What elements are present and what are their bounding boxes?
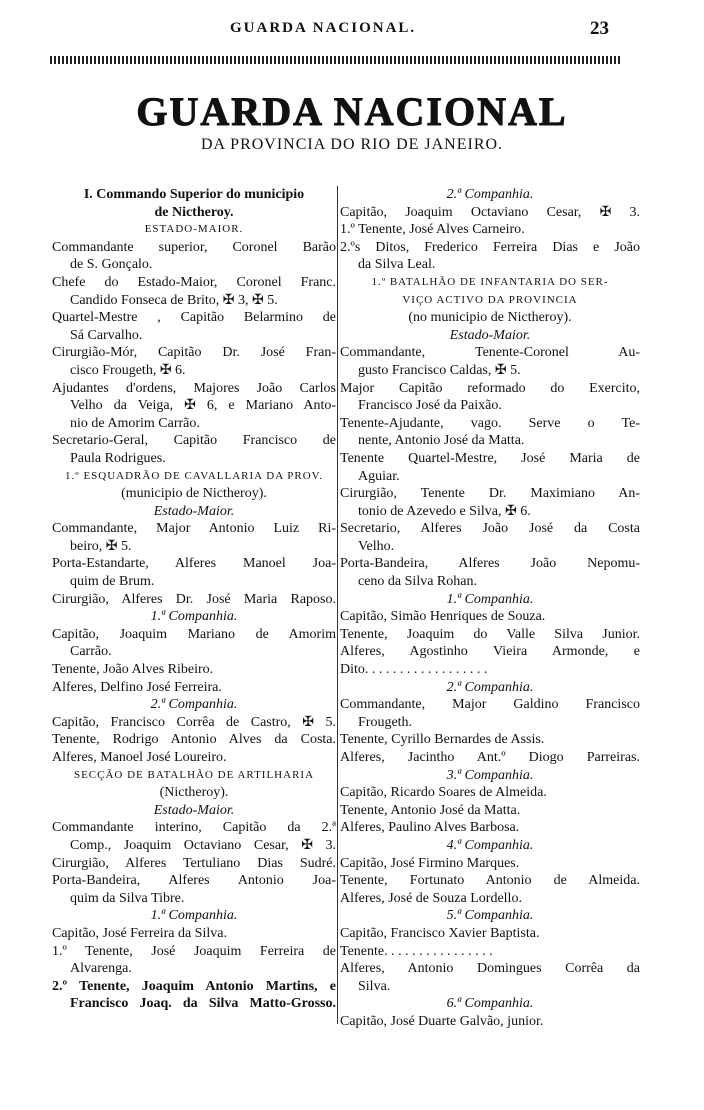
left-column-line: ESTADO-MAIOR. [144, 223, 244, 236]
right-column-line: Capitão, Ricardo Soares de Almeida. [340, 785, 547, 801]
right-column-line: Silva. [358, 978, 391, 994]
left-column-line: de Nictheroy. [154, 204, 234, 220]
left-column-line: Paula Rodrigues. [70, 450, 166, 466]
left-column-line: Ajudantes d'ordens, Majores João Carlos [52, 380, 336, 396]
left-column-line: Chefe do Estado-Maior, Coronel Franc. [52, 274, 336, 290]
right-column-line: Major Capitão reformado do Exercito, [340, 380, 640, 396]
left-column-line: (Nictheroy). [159, 785, 229, 801]
left-column-line: Cirurgião-Mór, Capitão Dr. José Fran- [52, 345, 336, 361]
right-column-line: 6.ª Companhia. [446, 996, 534, 1012]
left-column-line: Estado-Maior. [153, 503, 235, 519]
right-column-line: 2.ª Companhia. [446, 187, 534, 202]
right-column-line: 5.ª Companhia. [446, 908, 534, 924]
right-column-line: 1.º Tenente, José Alves Carneiro. [340, 222, 525, 238]
right-column-line: Tenente, Joaquim do Valle Silva Junior. [340, 626, 640, 642]
right-column-line: Dito. . . . . . . . . . . . . . . . . . [340, 662, 488, 678]
left-column-line: Cirurgião, Alferes Dr. José Maria Raposo. [52, 591, 336, 607]
left-column-line: 1.ª Companhia. [150, 609, 238, 625]
right-column-line: Capitão, Francisco Xavier Baptista. [340, 925, 540, 941]
right-column-line: ceno da Silva Rohan. [358, 574, 477, 590]
right-column-line: Tenente-Ajudante, vago. Serve o Te- [340, 415, 640, 431]
right-column-line: 2.ºs Ditos, Frederico Ferreira Dias e João [340, 239, 640, 255]
left-column-line: SECÇÃO DE BATALHÃO DE ARTILHARIA [73, 768, 315, 781]
left-column-line: Cirurgião, Alferes Tertuliano Dias Sudré. [52, 855, 336, 871]
right-column-line: Capitão, José Duarte Galvão, junior. [340, 1013, 544, 1029]
right-column-line: Secretario, Alferes João José da Costa [340, 521, 640, 537]
right-column-line: Francisco José da Paixão. [358, 398, 502, 414]
page-subtitle: DA PROVINCIA DO RIO DE JANEIRO. [200, 136, 504, 153]
column-divider [337, 186, 338, 1024]
running-title: GUARDA NACIONAL. [230, 20, 417, 36]
right-column-line: Commandante, Tenente-Coronel Au- [340, 345, 640, 361]
page-title: GUARDA NACIONAL [136, 89, 568, 134]
left-column-line: Candido Fonseca de Brito, ✠ 3, ✠ 5. [70, 292, 278, 308]
right-column-line: Frougeth. [358, 714, 413, 730]
right-column-line: nente, Antonio José da Matta. [358, 433, 525, 449]
left-column-line: Quartel-Mestre , Capitão Belarmino de [52, 310, 336, 326]
left-column-line: quim de Brum. [70, 574, 155, 590]
right-column-line: Commandante, Major Galdino Francisco [340, 697, 640, 713]
right-column-line: Aguiar. [358, 468, 400, 484]
left-column-line: I. Commando Superior do municipio [83, 187, 305, 202]
right-column [340, 186, 640, 1031]
left-column-line: 1.º ESQUADRÃO DE CAVALLARIA DA PROV. [65, 469, 323, 482]
right-column-line: Porta-Bandeira, Alferes João Nepomu- [340, 556, 640, 572]
right-column-line: Alferes, Antonio Domingues Corrêa da [340, 961, 640, 977]
left-column-line: Francisco Joaq. da Silva Matto-Grosso. [70, 996, 336, 1012]
right-column-line: tonio de Azevedo e Silva, ✠ 6. [358, 503, 531, 519]
right-column-line: Capitão, Simão Henriques de Souza. [340, 609, 546, 625]
right-column-line: 1.º BATALHÃO DE INFANTARIA DO SER- [371, 275, 609, 288]
left-column-line: Tenente, Rodrigo Antonio Alves da Costa. [52, 732, 336, 748]
left-column-line: Comp., Joaquim Octaviano Cesar, ✠ 3. [70, 837, 336, 853]
right-column-line: da Silva Leal. [358, 257, 436, 273]
left-column-line: Velho da Veiga, ✠ 6, e Mariano Anto- [70, 398, 336, 414]
right-column-line: Estado-Maior. [449, 327, 531, 343]
left-column-line: 1.ª Companhia. [150, 908, 238, 924]
left-column-line: Alvarenga. [70, 961, 132, 977]
page-number: 23 [590, 18, 609, 39]
right-column-line: gusto Francisco Caldas, ✠ 5. [358, 362, 521, 378]
right-column-line: Alferes, Jacintho Ant.º Diogo Parreiras. [340, 750, 640, 765]
left-column [52, 186, 336, 1013]
right-column-line: Tenente, Fortunato Antonio de Almeida. [340, 873, 640, 889]
right-column-line: 3.ª Companhia. [446, 767, 534, 783]
left-column-line: Tenente, João Alves Ribeiro. [52, 662, 214, 678]
left-column-line: Commandante, Major Antonio Luiz Ri- [52, 521, 336, 537]
left-column-line: nio de Amorim Carrão. [70, 415, 200, 431]
left-column-line: Secretario-Geral, Capitão Francisco de [52, 433, 336, 449]
running-header [0, 18, 704, 42]
right-column-line: Alferes, Agostinho Vieira Armonde, e [340, 644, 640, 660]
left-column-line: Alferes, Delfino José Ferreira. [52, 679, 222, 695]
right-column-line: Cirurgião, Tenente Dr. Maximiano An- [340, 486, 640, 502]
right-column-line: VIÇO ACTIVO DA PROVINCIA [402, 293, 578, 306]
left-column-line: de S. Gonçalo. [70, 257, 153, 273]
right-column-line: Capitão, Joaquim Octaviano Cesar, ✠ 3. [340, 204, 640, 220]
ornamental-rule [50, 56, 620, 64]
right-column-line: Tenente, Cyrillo Bernardes de Assis. [340, 732, 545, 748]
right-column-line: 1.ª Companhia. [446, 591, 534, 607]
left-column-line: Capitão, Joaquim Mariano de Amorim [52, 626, 336, 642]
right-column-line: Alferes, José de Souza Lordello. [340, 890, 522, 906]
right-column-line: 4.ª Companhia. [446, 837, 534, 853]
left-column-line: Porta-Bandeira, Alferes Antonio Joa- [52, 873, 336, 889]
left-column-line: Capitão, José Ferreira da Silva. [52, 925, 227, 941]
left-column-line: Capitão, Francisco Corrêa de Castro, ✠ 5. [52, 714, 336, 730]
left-column-line: cisco Frougeth, ✠ 6. [70, 362, 186, 378]
left-column-line: 2.º Tenente, Joaquim Antonio Martins, e [52, 978, 336, 994]
left-column-line: beiro, ✠ 5. [70, 538, 132, 554]
left-column-line: 2.ª Companhia. [150, 697, 238, 713]
right-column-line: Tenente, Antonio José da Matta. [340, 802, 521, 818]
right-column-line: Alferes, Paulino Alves Barbosa. [340, 820, 520, 836]
left-column-line: Alferes, Manoel José Loureiro. [52, 750, 227, 765]
right-column-line: Tenente Quartel-Mestre, José Maria de [340, 450, 640, 466]
right-column-line: (no municipio de Nictheroy). [408, 310, 572, 326]
left-column-line: 1.º Tenente, José Joaquim Ferreira de [52, 943, 336, 959]
left-column-line: Porta-Estandarte, Alferes Manoel Joa- [52, 556, 336, 572]
left-column-line: quim da Silva Tibre. [70, 890, 185, 906]
right-column-line: Tenente. . . . . . . . . . . . . . . . [340, 943, 493, 959]
left-column-line: Commandante superior, Coronel Barão [52, 239, 336, 255]
left-column-line: (municipio de Nictheroy). [121, 486, 267, 502]
left-column-line: Estado-Maior. [153, 802, 235, 818]
right-column-line: 2.ª Companhia. [446, 679, 534, 695]
right-column-line: Velho. [358, 538, 395, 554]
left-column-line: Carrão. [70, 644, 112, 660]
left-column-line: Sá Carvalho. [70, 327, 143, 343]
right-column-line: Capitão, José Firmino Marques. [340, 855, 520, 871]
left-column-line: Commandante interino, Capitão da 2.ª [52, 820, 336, 836]
